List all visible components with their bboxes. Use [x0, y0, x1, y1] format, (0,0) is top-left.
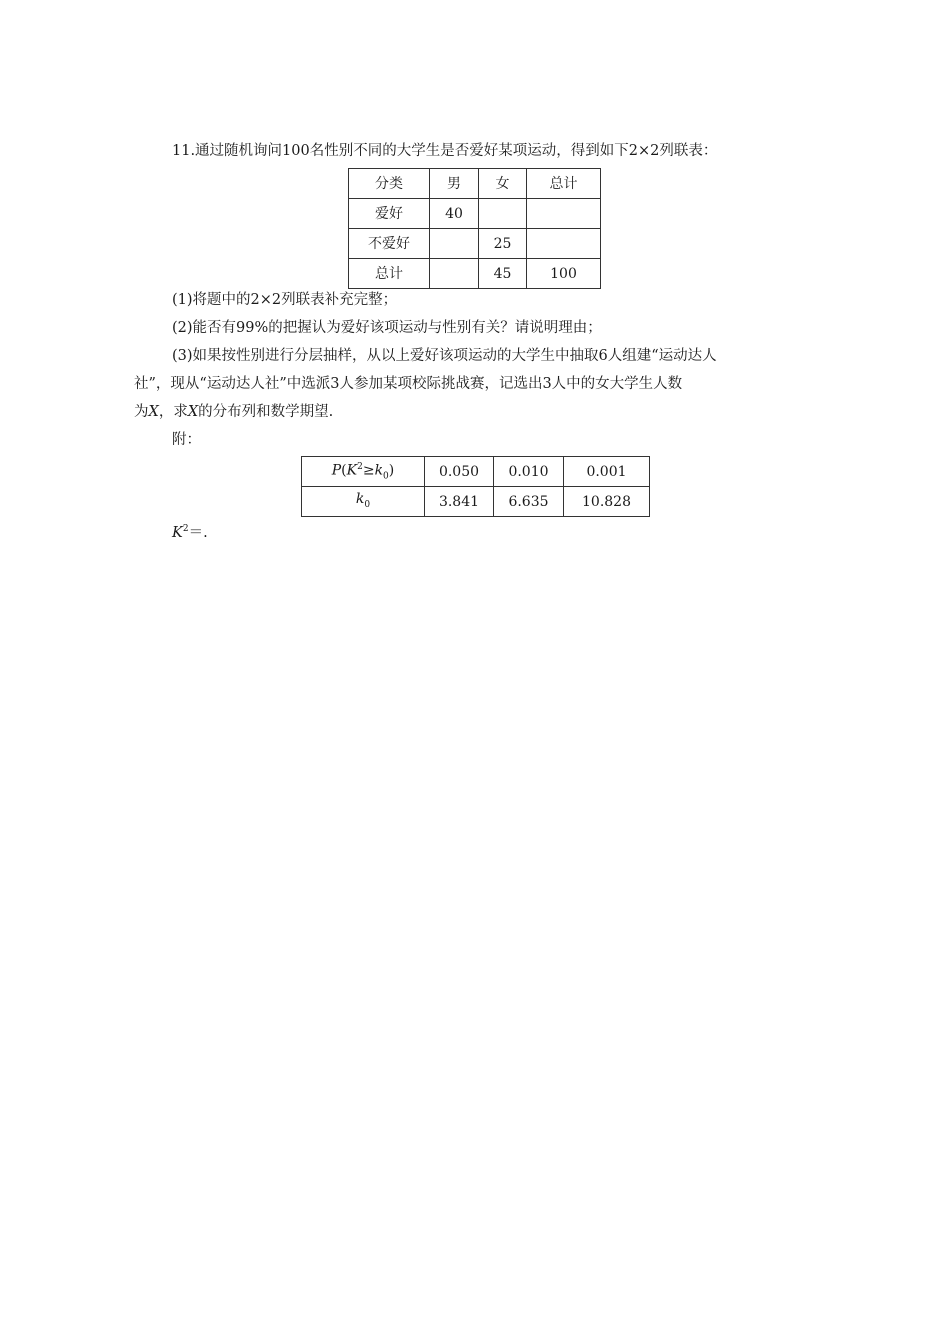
question-3-line-1: (3)如果按性别进行分层抽样，从以上爱好该项运动的大学生中抽取6人组建“运动达人	[172, 348, 717, 364]
problem-intro: 11.通过随机询问100名性别不同的大学生是否爱好某项运动，得到如下2×2列联表：	[172, 143, 718, 159]
table-cell: 0.001	[564, 457, 650, 487]
subscript: 0	[364, 499, 371, 510]
symbol-p: P	[331, 462, 342, 479]
symbol-ge: ≥	[362, 462, 375, 479]
text-segment: ，求	[158, 404, 188, 420]
table-cell: 6.635	[494, 487, 564, 517]
superscript: 2	[182, 524, 189, 534]
table-cell	[430, 229, 479, 259]
question-2: (2)能否有99%的把握认为爱好该项运动与性别有关？请说明理由；	[172, 320, 602, 336]
header-total: 总计	[527, 169, 601, 199]
table-cell: 0.050	[425, 457, 494, 487]
k0-label	[302, 487, 425, 517]
table-header-row	[349, 169, 601, 199]
table-cell: 100	[527, 259, 601, 289]
header-male: 男	[430, 169, 479, 199]
appendix-label: 附：	[172, 432, 201, 448]
variable-x: X	[148, 404, 159, 420]
subscript: 0	[383, 471, 389, 482]
table-cell: 3.841	[425, 487, 494, 517]
question-1: (1)将题中的2×2列联表补充完整；	[172, 292, 398, 308]
table-cell: 总计	[349, 259, 430, 289]
contingency-table	[348, 168, 601, 289]
text-segment: 的分布列和数学期望.	[198, 404, 334, 420]
table-cell	[430, 259, 479, 289]
symbol-k: K	[346, 462, 358, 479]
question-3-line-3	[134, 402, 333, 422]
question-3-line-2: 社”，现从“运动达人社”中选派3人参加某项校际挑战赛，记选出3人中的女大学生人数	[134, 376, 683, 392]
symbol-k0: k	[374, 462, 384, 479]
symbol-k: K	[172, 524, 183, 541]
table-cell	[527, 199, 601, 229]
header-female: 女	[479, 169, 527, 199]
table-row	[302, 487, 650, 517]
table-cell: 爱好	[349, 199, 430, 229]
header-category: 分类	[349, 169, 430, 199]
table-cell: 25	[479, 229, 527, 259]
table-row	[349, 229, 601, 259]
table-cell: 45	[479, 259, 527, 289]
formula-rest: ＝.	[188, 524, 208, 541]
table-row	[349, 259, 601, 289]
variable-x: X	[187, 404, 199, 420]
table-cell	[527, 229, 601, 259]
table-cell: 10.828	[564, 487, 650, 517]
table-cell	[479, 199, 527, 229]
table-row	[349, 199, 601, 229]
critical-value-table	[301, 456, 650, 517]
k-squared-formula	[172, 519, 208, 543]
text-segment: 为	[134, 404, 149, 420]
table-cell: 40	[430, 199, 479, 229]
table-cell: 不爱好	[349, 229, 430, 259]
probability-label: $P(K^2\ge k_0)$	[302, 457, 425, 487]
symbol-k0: k	[355, 490, 365, 507]
table-row	[302, 457, 650, 487]
table-cell: 0.010	[494, 457, 564, 487]
superscript: 2	[357, 461, 363, 472]
